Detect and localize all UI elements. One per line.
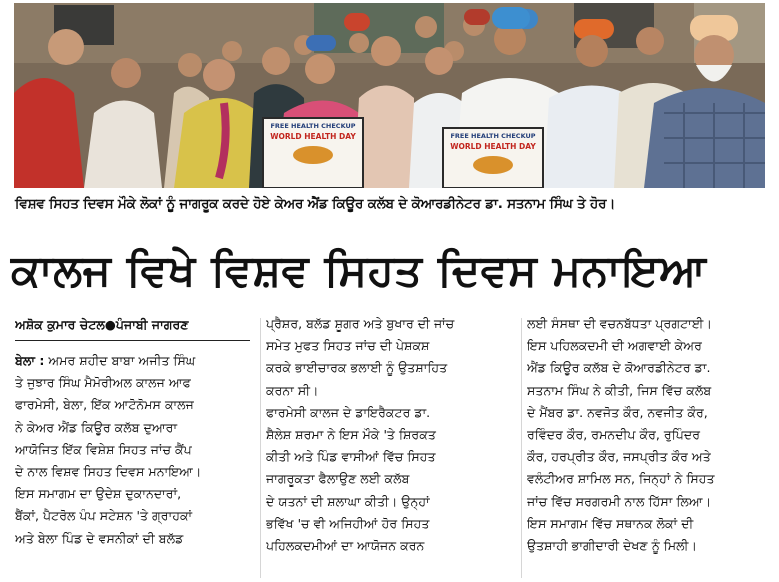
text-line: ਸ਼ੈਲੇਸ਼ ਸ਼ਰਮਾ ਨੇ ਇਸ ਮੌਕੇ 'ਤੇ ਸ਼ਿਰਕਤ xyxy=(266,427,436,443)
text-line: ਅਤੇ ਬੇਲਾ ਪਿੰਡ ਦੇ ਵਸਨੀਕਾਂ ਦੀ ਬਲੱਡ xyxy=(15,530,184,546)
text-line: ਉਤਸ਼ਾਹੀ ਭਾਗੀਦਾਰੀ ਦੇਖਣ ਨੂੰ ਮਿਲੀ। xyxy=(527,538,697,554)
article-column-2 xyxy=(266,313,516,581)
text-line: ਕੀਤੀ ਅਤੇ ਪਿੰਡ ਵਾਸੀਆਂ ਵਿੱਚ ਸਿਹਤ xyxy=(266,449,436,465)
text-line: ਫਾਰਮੇਸੀ, ਬੇਲਾ, ਇੱਕ ਆਟੋਨੋਮਸ ਕਾਲਜ xyxy=(15,397,194,413)
text-line: ਕਰਕੇ ਭਾਈਚਾਰਕ ਭਲਾਈ ਨੂੰ ਉਤਸ਼ਾਹਿਤ xyxy=(266,360,448,376)
text-line: ਵਲੰਟੀਅਰ ਸ਼ਾਮਿਲ ਸਨ, ਜਿਨ੍ਹਾਂ ਨੇ ਸਿਹਤ xyxy=(527,471,715,487)
text-line: ਜਾਗਰੂਕਤਾ ਫੈਲਾਉਣ ਲਈ ਕਲੱਬ xyxy=(266,471,410,487)
text-line: ਰਵਿੰਦਰ ਕੌਰ, ਰਮਨਦੀਪ ਕੌਰ, ਰੁਪਿੰਦਰ xyxy=(527,427,701,443)
banner-right-line2: WORLD HEALTH DAY xyxy=(450,142,536,151)
article-column-1 xyxy=(15,314,255,582)
text-line-content: ਅਮਰ ਸ਼ਹੀਦ ਬਾਬਾ ਅਜੀਤ ਸਿੰਘ xyxy=(48,353,196,368)
text-line: ਕੌਰ, ਹਰਪ੍ਰੀਤ ਕੌਰ, ਜਸਪ੍ਰੀਤ ਕੌਰ ਅਤੇ xyxy=(527,449,711,465)
text-line: ਦੇ ਯਤਨਾਂ ਦੀ ਸ਼ਲਾਘਾ ਕੀਤੀ। ਉਨ੍ਹਾਂ xyxy=(266,493,430,509)
column-divider xyxy=(260,318,261,578)
text-line xyxy=(15,350,255,372)
byline-row xyxy=(15,314,255,338)
text-line: ਤੇ ਜੁਝਾਰ ਸਿੰਘ ਮੈਮੋਰੀਅਲ ਕਾਲਜ ਆਫ xyxy=(15,375,191,391)
photo-caption: ਵਿਸ਼ਵ ਸਿਹਤ ਦਿਵਸ ਮੌਕੇ ਲੋਕਾਂ ਨੂੰ ਜਾਗਰੂਕ ਕਰਦੇ ਹੋਏ ਕੇਅਰ ਐਂਡ ਕਿਊਰ ਕਲੱਬ ਦੇ ਕੋਆਰਡੀਨੇਟਰ ਡਾ. ਸਤਨਾਮ ਸਿੰਘ ਤੇ ਹੋਰ। xyxy=(15,196,616,212)
text-line: ਫਾਰਮੇਸੀ ਕਾਲਜ ਦੇ ਡਾਇਰੈਕਟਰ ਡਾ. xyxy=(266,404,431,420)
headline: ਕਾਲਜ ਵਿਖੇ ਵਿਸ਼ਵ ਸਿਹਤ ਦਿਵਸ ਮਨਾਇਆ xyxy=(11,246,707,296)
banner-left-line1: FREE HEALTH CHECKUP xyxy=(270,122,356,130)
text-line: ਦੇ ਨਾਲ ਵਿਸ਼ਵ ਸਿਹਤ ਦਿਵਸ ਮਨਾਇਆ। xyxy=(15,464,202,480)
text-line: ਪ੍ਰੈਸ਼ਰ, ਬਲੱਡ ਸ਼ੂਗਰ ਅਤੇ ਬੁਖਾਰ ਦੀ ਜਾਂਚ xyxy=(266,316,455,331)
text-line: ਇਸ ਪਹਿਲਕਦਮੀ ਦੀ ਅਗਵਾਈ ਕੇਅਰ xyxy=(527,338,702,354)
banner-right-graphic xyxy=(473,156,513,174)
text-line: ਕਰਨਾ ਸੀ। xyxy=(266,382,319,398)
text-line: ਭਵਿੱਖ 'ਚ ਵੀ ਅਜਿਹੀਆਂ ਹੋਰ ਸਿਹਤ xyxy=(266,515,430,531)
byline-rule xyxy=(15,340,250,341)
text-line: ਸਮੇਤ ਮੁਫਤ ਸਿਹਤ ਜਾਂਚ ਦੀ ਪੇਸ਼ਕਸ਼ xyxy=(266,338,430,354)
column-1-text xyxy=(15,350,255,550)
text-line: ਐਂਡ ਕਿਊਰ ਕਲੱਬ ਦੇ ਕੋਆਰਡੀਨੇਟਰ ਡਾ. xyxy=(527,360,711,376)
text-line: ਜਾਂਚ ਵਿੱਚ ਸਰਗਰਮੀ ਨਾਲ ਹਿੱਸਾ ਲਿਆ। xyxy=(527,493,712,509)
article-column-3 xyxy=(527,313,772,581)
banner-right xyxy=(442,127,544,188)
text-line: ਇਸ ਸਮਾਗਮ ਦਾ ਉਦੇਸ਼ ਦੁਕਾਨਦਾਰਾਂ, xyxy=(15,486,182,502)
text-line: ਨੇ ਕੇਅਰ ਐਂਡ ਕਿਊਰ ਕਲੱਬ ਦੁਆਰਾ xyxy=(15,419,178,435)
text-line: ਪਹਿਲਕਦਮੀਆਂ ਦਾ ਆਯੋਜਨ ਕਰਨ xyxy=(266,538,425,554)
text-line: ਇਸ ਸਮਾਗਮ ਵਿੱਚ ਸਥਾਨਕ ਲੋਕਾਂ ਦੀ xyxy=(527,515,694,531)
text-line: ਲਈ ਸੰਸਥਾ ਦੀ ਵਚਨਬੱਧਤਾ ਪ੍ਰਗਟਾਈ। xyxy=(527,316,712,331)
banner-left-graphic xyxy=(293,146,333,164)
text-line: ਸਤਨਾਮ ਸਿੰਘ ਨੇ ਕੀਤੀ, ਜਿਸ ਵਿੱਚ ਕਲੱਬ xyxy=(527,382,712,398)
banner-left xyxy=(262,117,364,188)
text-line: ਦੇ ਮੈਂਬਰ ਡਾ. ਨਵਜੋਤ ਕੌਰ, ਨਵਜੀਤ ਕੌਰ, xyxy=(527,404,708,420)
text-line: ਬੈਂਕਾਂ, ਪੈਟਰੋਲ ਪੰਪ ਸਟੇਸ਼ਨ 'ਤੇ ਗ੍ਰਾਹਕਾਂ xyxy=(15,508,193,524)
byline: ਅਸ਼ੋਕ ਕੁਮਾਰ ਚੇਟਲ●ਪੰਜਾਬੀ ਜਾਗਰਣ xyxy=(15,317,189,332)
column-divider xyxy=(521,318,522,578)
banner-right-line1: FREE HEALTH CHECKUP xyxy=(450,132,536,140)
banner-left-line2: WORLD HEALTH DAY xyxy=(270,132,356,141)
text-line: ਆਯੋਜਿਤ ਇੱਕ ਵਿਸ਼ੇਸ਼ ਸਿਹਤ ਜਾਂਚ ਕੈਂਪ xyxy=(15,441,192,457)
dateline: ਬੇਲਾ : xyxy=(15,353,45,368)
group-photo xyxy=(14,3,765,188)
group-photo-illustration xyxy=(14,3,765,188)
